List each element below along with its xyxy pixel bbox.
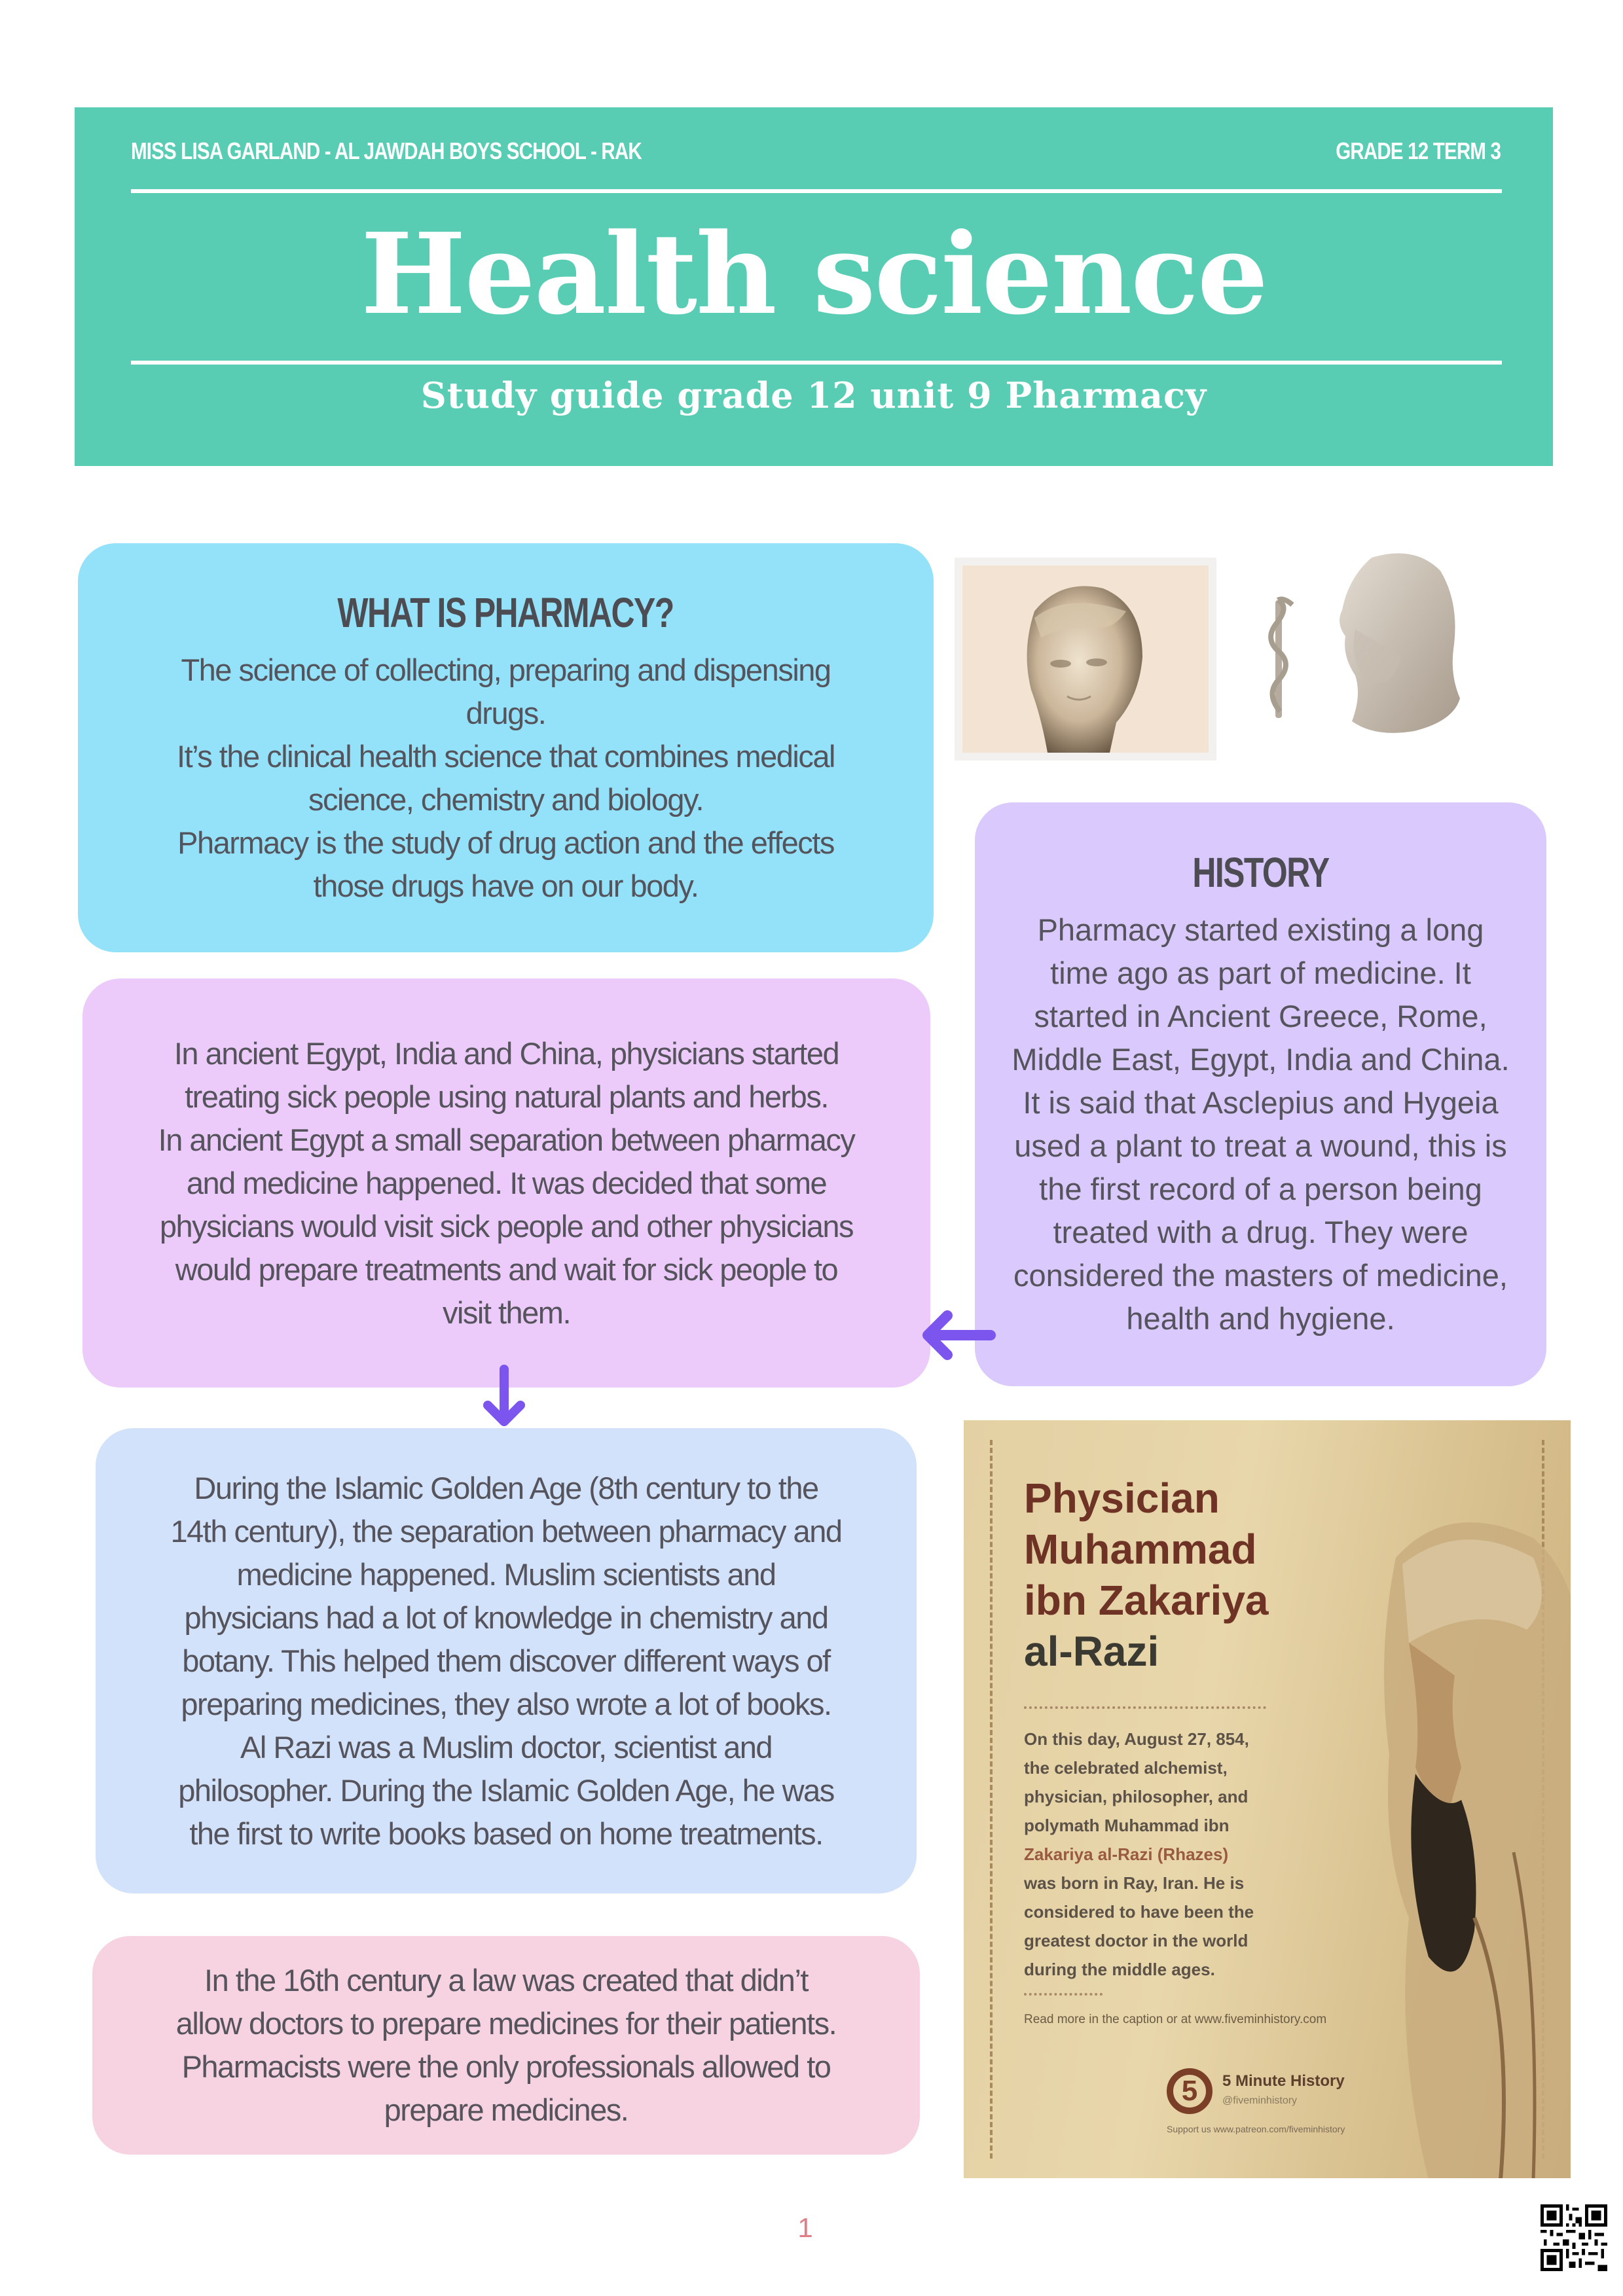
arrow-left-icon: [913, 1306, 998, 1365]
islamic-golden-age-box: [96, 1428, 917, 1893]
poster-border-left: [990, 1440, 993, 2159]
history-box: [975, 802, 1546, 1386]
ancient-civilizations-box: [82, 978, 930, 1388]
qr-code-icon[interactable]: [1541, 2204, 1607, 2271]
arrow-down-icon: [481, 1361, 527, 1433]
header-divider-top: [131, 189, 1502, 193]
header-divider-bottom: [131, 361, 1502, 365]
section-text: In the 16th century a law was created that didn’t allow doctors to prepare medicines for their patients. Pharmacists were the only professionals allowed to prepare medicines.: [175, 1963, 837, 2127]
hygeia-head-icon: [962, 565, 1209, 753]
poster-title: Physician Muhammad ibn Zakariya al-Razi: [1024, 1475, 1269, 1675]
hygeia-statue-image: [955, 558, 1216, 761]
asclepius-bust-image: [1264, 545, 1493, 741]
section-text: In ancient Egypt, India and China, physicians started treating sick people using natural plants and herbs. In ancient Egypt a small separation between pharmacy and medicine happened. It was decided that some physicians would visit sick people and other physicians would prepare treatments and wait for sick people to visit them.: [158, 1035, 855, 1330]
author-line: MISS LISA GARLAND - AL JAWDAH BOYS SCHOOL - RAK: [131, 137, 642, 164]
sixteenth-century-box: [92, 1936, 920, 2155]
poster-brand: 5 Minute History @fiveminhistory: [1222, 2072, 1345, 2106]
poster-read-more: Read more in the caption or at www.fiveminhistory.com: [1024, 2013, 1327, 2026]
section-heading: WHAT IS PHARMACY?: [337, 588, 674, 636]
section-text: Pharmacy started existing a long time ago as part of medicine. It started in Ancient Greece, Rome, Middle East, Egypt, India and China. It is said that Asclepius and Hygeia used a plant to treat a wound, this is the first record of a person being treated with a drug. They were considered the masters of medicine, health and hygiene.: [1012, 912, 1510, 1336]
term-label: GRADE 12 TERM 3: [1336, 137, 1501, 164]
poster-divider: [1024, 1706, 1266, 1709]
section-text: During the Islamic Golden Age (8th century to the 14th century), the separation between pharmacy and medicine happened. Muslim scientists and physicians had a lot of knowledge in chemistry and botany. This helped them discover different ways of preparing medicines, they also wrote a lot of books. Al Razi was a Muslim doctor, scientist and philosopher. During the Islamic Golden Age, he was the first to write books based on home treatments.: [170, 1470, 842, 1851]
section-heading: HISTORY: [1192, 849, 1329, 896]
poster-divider-short: [1024, 1993, 1103, 1996]
poster-body: On this day, August 27, 854, the celebrated alchemist, physician, philosopher, and polymath Muhammad ibn Zakariya al-Razi (Rhazes) was born in Ray, Iran. He is considered to have been the greatest doctor in the world during the middle ages.: [1024, 1729, 1254, 1979]
al-razi-portrait-icon: [1317, 1460, 1571, 2178]
header-banner: [75, 107, 1553, 466]
page-title: Health science: [360, 209, 1267, 340]
poster-support: Support us www.patreon.com/fiveminhistory: [1167, 2124, 1345, 2134]
page-number: 1: [797, 2212, 813, 2243]
page-subtitle: Study guide grade 12 unit 9 Pharmacy: [420, 374, 1207, 416]
what-is-pharmacy-box: [78, 543, 934, 952]
five-minute-history-logo-icon: 5: [1167, 2068, 1213, 2114]
al-razi-poster-image: [964, 1420, 1571, 2178]
section-text: The science of collecting, preparing and dispensing drugs. It’s the clinical health science that combines medical science, chemistry and biology. Pharmacy is the study of drug action and the effects those drugs have on our body.: [177, 652, 835, 903]
rod-of-asclepius-icon: [1264, 545, 1493, 741]
